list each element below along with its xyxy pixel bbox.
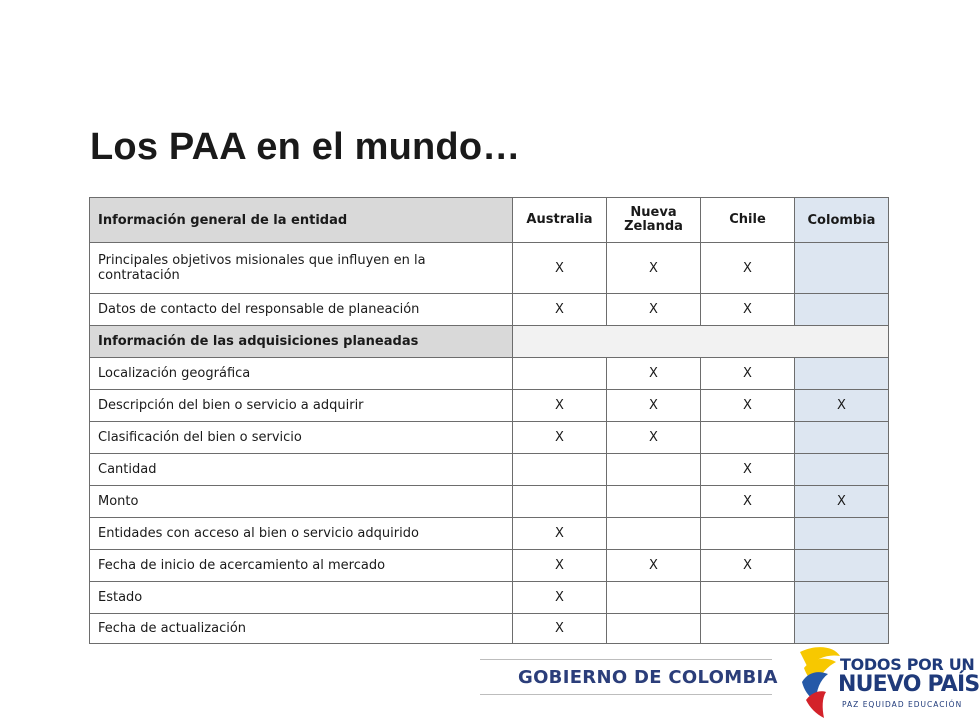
mark-colombia (795, 358, 889, 390)
table-row (90, 518, 889, 550)
mark-nueva-zelanda: X (607, 422, 701, 454)
section-fill (513, 326, 889, 358)
paa-comparison-table (89, 197, 889, 644)
table-row (90, 614, 889, 644)
row-label: Clasificación del bien o servicio (90, 422, 513, 454)
mark-australia (513, 486, 607, 518)
mark-australia: X (513, 582, 607, 614)
table-row (90, 582, 889, 614)
row-label: Fecha de inicio de acercamiento al mercado (90, 550, 513, 582)
mark-australia: X (513, 550, 607, 582)
section-acquisitions-label: Información de las adquisiciones planeadas (90, 326, 513, 358)
table-row (90, 486, 889, 518)
header-australia: Australia (513, 198, 607, 243)
mark-australia: X (513, 390, 607, 422)
mark-australia: X (513, 518, 607, 550)
row-label: Estado (90, 582, 513, 614)
mark-colombia (795, 243, 889, 294)
mark-chile: X (701, 358, 795, 390)
mark-nueva-zelanda (607, 454, 701, 486)
mark-nueva-zelanda (607, 518, 701, 550)
mark-australia: X (513, 614, 607, 644)
mark-australia: X (513, 243, 607, 294)
mark-nueva-zelanda: X (607, 243, 701, 294)
mark-chile: X (701, 294, 795, 326)
mark-chile (701, 518, 795, 550)
row-label: Monto (90, 486, 513, 518)
mark-chile (701, 582, 795, 614)
section-header-row (90, 326, 889, 358)
mark-nueva-zelanda: X (607, 358, 701, 390)
mark-australia (513, 358, 607, 390)
row-label: Localización geográfica (90, 358, 513, 390)
mark-nueva-zelanda: X (607, 294, 701, 326)
gobierno-de-colombia-logo (480, 659, 778, 695)
todos-line-2: NUEVO PAÍS (838, 672, 979, 697)
mark-australia: X (513, 294, 607, 326)
row-label: Descripción del bien o servicio a adquirir (90, 390, 513, 422)
table-row (90, 422, 889, 454)
header-nueva-zelanda: Nueva Zelanda (607, 198, 701, 243)
row-label: Fecha de actualización (90, 614, 513, 644)
mark-colombia (795, 454, 889, 486)
table-row (90, 358, 889, 390)
gov-logo-text: GOBIERNO DE COLOMBIA (518, 666, 778, 688)
row-label: Principales objetivos misionales que influyen en la contratación (90, 243, 513, 294)
row-label: Datos de contacto del responsable de planeación (90, 294, 513, 326)
mark-nueva-zelanda: X (607, 550, 701, 582)
mark-chile: X (701, 243, 795, 294)
todos-por-un-nuevo-pais-logo (794, 642, 979, 720)
mark-colombia: X (795, 486, 889, 518)
slide-title: Los PAA en el mundo… (90, 126, 521, 168)
todos-line-3: PAZ EQUIDAD EDUCACIÓN (842, 700, 963, 709)
mark-chile: X (701, 486, 795, 518)
mark-chile: X (701, 454, 795, 486)
mark-nueva-zelanda: X (607, 390, 701, 422)
mark-colombia (795, 294, 889, 326)
mark-australia: X (513, 422, 607, 454)
todos-line-1: TODOS POR UN (840, 655, 975, 674)
mark-colombia (795, 550, 889, 582)
mark-colombia (795, 422, 889, 454)
mark-chile (701, 614, 795, 644)
table-row (90, 550, 889, 582)
mark-nueva-zelanda (607, 614, 701, 644)
mark-australia (513, 454, 607, 486)
mark-nueva-zelanda (607, 582, 701, 614)
header-chile: Chile (701, 198, 795, 243)
row-label: Cantidad (90, 454, 513, 486)
table-row (90, 294, 889, 326)
table-row (90, 390, 889, 422)
mark-chile (701, 422, 795, 454)
mark-chile: X (701, 390, 795, 422)
table-row (90, 454, 889, 486)
mark-colombia: X (795, 390, 889, 422)
mark-colombia (795, 582, 889, 614)
mark-nueva-zelanda (607, 486, 701, 518)
mark-colombia (795, 614, 889, 644)
mark-colombia (795, 518, 889, 550)
row-label: Entidades con acceso al bien o servicio adquirido (90, 518, 513, 550)
header-colombia: Colombia (795, 198, 889, 243)
table-row (90, 243, 889, 294)
mark-chile: X (701, 550, 795, 582)
table-header-row (90, 198, 889, 243)
header-general-info: Información general de la entidad (90, 198, 513, 243)
